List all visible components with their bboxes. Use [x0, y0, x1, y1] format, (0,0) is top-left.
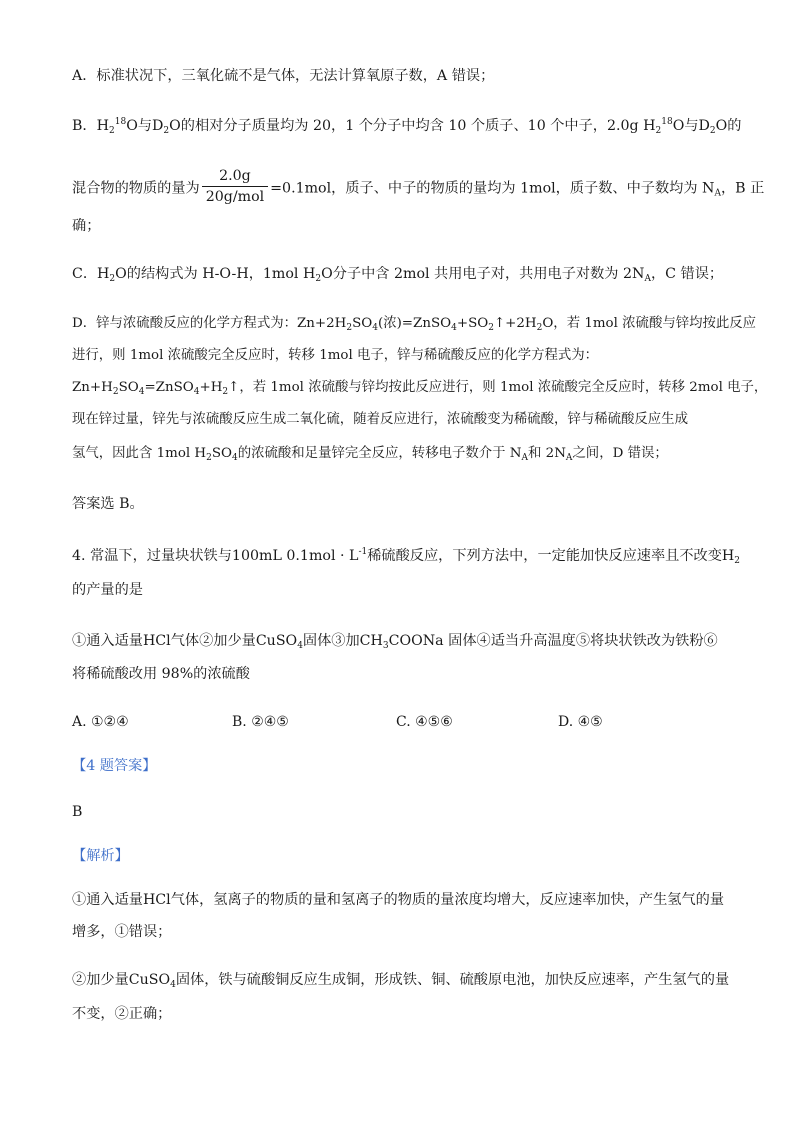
explanation-c: C．$H_2O$的结构式为 H-O-H，1mol $H_2O$分子中含 2mol 共用电子对，共用电子对数为 $2N_A$，C 错误；: [72, 266, 724, 284]
explanation-d-line5: 氢气，因此含 1mol $H_2SO_4$的浓硫酸和足量锌完全反应，转移电子数介于 $N_A$和 $2N_A$之间，D 错误；: [72, 446, 668, 463]
fraction: [202, 166, 268, 207]
choice-a: A. ①②④: [72, 714, 129, 730]
explanation-b-line1: B．$H_2^{18}O$与$D_2O$的相对分子质量均为 20，1 个分子中均含 10 个质子、10 个中子，2.0g $H_2^{18}O$与$D_2O$的: [72, 117, 742, 136]
explanation-b-line3: 确；: [72, 218, 101, 234]
question-4-stem-line2: 的产量的是: [72, 582, 143, 598]
analysis-1-line2: 增多，①错误；: [72, 924, 172, 940]
question-4-options-line2: 将稀硫酸改用 98%的浓硫酸: [72, 666, 250, 682]
choice-d: D. ④⑤: [558, 714, 603, 730]
explanation-d-line4: 现在锌过量，锌先与浓硫酸反应生成二氧化硫，随着反应进行，浓硫酸变为稀硫酸，锌与稀硫酸反应生成: [72, 412, 688, 427]
question-4-options-line1: ①通入适量HCl气体②加少量CuSO$_4$固体③加$CH_3COONa$ 固体④适当升高温度⑤将块状铁改为铁粉⑥: [72, 633, 718, 651]
fraction-denominator: 20g/mol: [205, 189, 265, 205]
analysis-2-line1: ②加少量CuSO$_4$固体，铁与硫酸铜反应生成铜，形成铁、铜、硫酸原电池，加快反应速率，产生氢气的量: [72, 972, 730, 990]
answer-header: 【4 题答案】: [72, 758, 157, 774]
analysis-header: 【解析】: [72, 848, 129, 864]
choice-c: C. ④⑤⑥: [396, 714, 453, 730]
analysis-2-line2: 不变，②正确；: [72, 1006, 172, 1022]
answer-value: B: [72, 804, 83, 820]
explanation-d-line2: 进行，则 1mol 浓硫酸完全反应时，转移 1mol 电子，锌与稀硫酸反应的化学方程式为：: [72, 348, 599, 363]
explanation-d-line3: $Zn+H_2SO_4=ZnSO_4+H_2↑$，若 1mol 浓硫酸与锌均按此反应进行，则 1mol 浓硫酸完全反应时，转移 2mol 电子，: [72, 380, 768, 397]
choice-b: B. ②④⑤: [232, 714, 289, 730]
analysis-1-line1: ①通入适量HCl气体，氢离子的物质的量和氢离子的物质的量浓度均增大，反应速率加快，产生氢气的量: [72, 892, 725, 908]
answer-statement: 答案选 B。: [72, 496, 144, 512]
fraction-numerator: 2.0g: [202, 166, 268, 187]
question-4-stem-line1: 4. 常温下，过量块状铁与100mL $0.1mol \cdot L^{-1}$稀硫酸反应，下列方法中，一定能加快反应速率且不改变$H_2$: [72, 547, 741, 566]
explanation-a: A．标准状况下，三氧化硫不是气体，无法计算氧原子数，A 错误；: [72, 68, 495, 84]
explanation-d-line1: D．锌与浓硫酸反应的化学方程式为：$Zn+2H_2SO_4$(浓)$=ZnSO_4+SO_2↑+2H_2O$，若 1mol 浓硫酸与锌均按此反应: [72, 316, 757, 333]
explanation-b-line2: 混合物的物质的量为 $\frac{2.0g}{\text{20g/mol}}$ =0.1mol，质子、中子的物质的量均为 1mol，质子数、中子数均为 $N_A$，B 正: [72, 168, 765, 205]
